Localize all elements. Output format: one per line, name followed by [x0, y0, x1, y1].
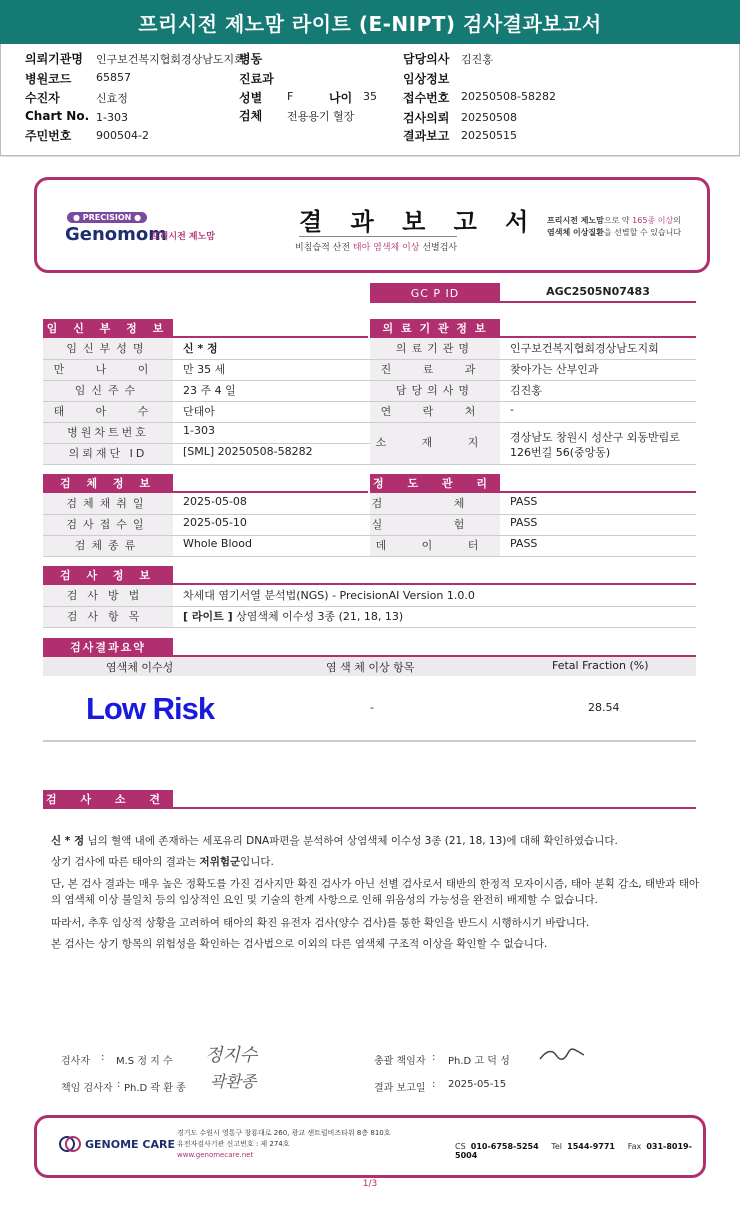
summary-col-aneuploidy: 염색체 이수성 [106, 661, 174, 674]
request-label: 수진자 [25, 91, 60, 105]
opinion-paragraph-1: 신 * 정 님의 혈액 내에 존재하는 세포유리 DNA파편을 분석하여 상염색체 이수성 3종 (21, 18, 13)에 대해 확인하였습니다. [51, 835, 618, 847]
genomom-sub: 프리시전 제노맘 [151, 232, 215, 242]
page-number: 1/3 [362, 1179, 378, 1189]
opinion-underline [43, 807, 696, 809]
opinion-paragraph-4: 따라서, 추후 임상적 상황을 고려하여 태아의 확진 유전자 검사(양수 검사)를 통한 확인을 반드시 시행하시기 바랍니다. [51, 917, 590, 929]
specimen-value: 2025-05-08 [183, 495, 247, 508]
report-header-box [34, 177, 710, 273]
result-fetal-fraction: 28.54 [588, 701, 620, 714]
gcpid-label: GC P ID [370, 283, 500, 303]
request-value: 신효정 [96, 92, 128, 105]
tester-name: M.S 정 지 수 [116, 1056, 173, 1067]
specimen-header: 검 체 정 보 [43, 474, 173, 492]
request-value: 20250508-58282 [461, 90, 556, 103]
request-value: 김진홍 [461, 53, 493, 66]
row-divider [43, 556, 696, 557]
summary-bottom-line [43, 740, 696, 742]
specimen-label: 검사접수일 [66, 518, 150, 531]
responsible-signature: 곽환종 [210, 1072, 257, 1091]
cs-label: CS [455, 1142, 466, 1151]
pregnant-value: 단태아 [183, 405, 215, 418]
row-divider [43, 380, 696, 381]
institution-label: 진 료 과 [380, 363, 490, 376]
pregnant-label: 병원차트번호 [67, 426, 149, 439]
specimen-value: 2025-05-10 [183, 516, 247, 529]
request-value: 20250508 [461, 111, 517, 124]
institution-label: 담당의사명 [395, 384, 475, 397]
request-label: 의뢰기관명 [25, 52, 83, 66]
request-label: 임상정보 [403, 72, 450, 86]
test-item-value: [ 라이트 ] 상염색체 이수성 3종 (21, 18, 13) [183, 610, 404, 623]
result-abnormal: - [370, 701, 374, 714]
report-date: 2025-05-15 [448, 1079, 507, 1090]
colon-sep: : [117, 1079, 121, 1090]
qc-value: PASS [510, 537, 538, 550]
pregnant-info-header: 임 신 부 정 보 [43, 319, 173, 337]
test-method-label: 검사방법 [66, 589, 150, 602]
lead-name: Ph.D 고 덕 성 [448, 1056, 510, 1067]
request-value: 1-303 [96, 111, 128, 124]
summary-col-abnormal: 염 색 체 이상 항목 [326, 661, 415, 674]
colon-sep: : [432, 1052, 436, 1063]
title-divider [299, 236, 457, 237]
opinion-paragraph-3: 단, 본 검사 결과는 매우 높은 정확도를 가진 검사지만 확진 검사가 아닌 선별 검사로서 태반의 한정적 모자이시즘, 태아 분획 감소, 태반과 태아의 염색체 이상 불일치 등의 임상적인 요인 및 기술의 한계 사항으로 인해 위음성의 가능성을 완전히 배제할 수 없습니다. [51, 878, 700, 906]
lead-label: 총괄 책임자 [374, 1056, 426, 1067]
pregnant-value: 만 35 세 [183, 363, 226, 376]
institution-label: 연 락 처 [380, 405, 490, 418]
request-label: 성별 [239, 91, 263, 105]
pregnant-label: 태 아 수 [53, 405, 163, 418]
opinion-header: 검 사 소 견 [43, 790, 173, 808]
pregnant-label: 의뢰재단 ID [68, 447, 148, 460]
request-label: 병동 [239, 52, 263, 66]
tester-label: 검사자 [61, 1056, 90, 1067]
request-value: 전용용기 혈장 [287, 110, 355, 123]
opinion-paragraph-5: 본 검사는 상기 항목의 위험성을 확인하는 검사법으로 이외의 다른 염색체 구조적 이상을 확인할 수 없습니다. [51, 938, 548, 950]
pregnant-value: 신 * 정 [183, 342, 218, 355]
cs-number: 010-6758-5254 [470, 1142, 539, 1151]
colon-sep: : [432, 1079, 436, 1090]
request-label: 진료과 [239, 72, 274, 86]
request-value: 900504-2 [96, 129, 149, 142]
genome-care-icon [59, 1136, 81, 1152]
tester-signature: 정지수 [205, 1045, 258, 1066]
institution-value: 126번길 56(중앙동) [510, 446, 611, 459]
test-info-header: 검 사 정 보 [43, 566, 173, 584]
genome-care-text: GENOME CARE [85, 1137, 175, 1151]
footer-box [34, 1115, 706, 1178]
tel-label: Tel [551, 1142, 563, 1151]
summary-header: 검사결과요약 [43, 638, 173, 656]
fax-label: Fax [627, 1142, 642, 1151]
specimen-label: 검체채취일 [66, 497, 150, 510]
request-label: Chart No. [25, 109, 90, 123]
institution-label: 소 재 지 [375, 436, 495, 449]
row-divider [43, 627, 696, 628]
row-divider [43, 401, 696, 402]
request-label: 결과보고 [403, 129, 450, 143]
row-divider [43, 606, 696, 607]
report-subtitle: 비침습적 산전 태아 염색체 이상 선별검사 [295, 243, 458, 253]
request-label: 담당의사 [403, 52, 450, 66]
qc-value: PASS [510, 516, 538, 529]
pregnant-value: 23 주 4 일 [183, 384, 236, 397]
fax-number: 031-8019-5004 [455, 1142, 692, 1160]
request-label: 나이 [329, 91, 353, 105]
footer-contacts [455, 1142, 703, 1160]
license-line: 유전자검사기관 신고번호 : 제 274호 [177, 1140, 290, 1148]
request-label: 주민번호 [25, 129, 72, 143]
pregnant-label: 임신주수 [74, 384, 142, 397]
qc-header: 정 도 관 리 [370, 474, 500, 492]
request-label: 접수번호 [403, 91, 450, 105]
genomom-logo: Genomom [65, 224, 168, 245]
report-page [0, 157, 740, 1208]
institution-info-header: 의 료 기 관 정 보 [370, 319, 500, 337]
request-label: 검사의뢰 [403, 111, 450, 125]
request-value: 65857 [96, 71, 131, 84]
pregnant-label: 만 나 이 [53, 363, 163, 376]
pregnant-value: [SML] 20250508-58282 [183, 445, 313, 458]
row-divider [43, 535, 696, 536]
footer-address [177, 1128, 391, 1161]
qc-value: PASS [510, 495, 538, 508]
specimen-value: Whole Blood [183, 537, 252, 550]
request-label: 검체 [239, 109, 263, 123]
test-item-label: 검사항목 [66, 610, 150, 623]
pregnant-label: 임신부성명 [66, 342, 150, 355]
page-title: 프리시전 제노맘 라이트 (E-NIPT) 검사결과보고서 [0, 0, 740, 44]
row-divider [43, 443, 370, 444]
tel-number: 1544-9771 [567, 1142, 615, 1151]
row-divider [43, 464, 696, 465]
report-date-label: 결과 보고일 [374, 1083, 426, 1094]
report-title: 결 과 보 고 서 [299, 208, 539, 236]
request-value: 20250515 [461, 129, 517, 142]
lead-signature [538, 1045, 586, 1065]
genome-care-logo [59, 1136, 175, 1152]
qc-label: 실 험 [371, 518, 499, 531]
test-method-value: 차세대 염기서열 분석법(NGS) - PrecisionAI Version 1.0.0 [183, 589, 475, 602]
request-value: 35 [363, 90, 377, 103]
row-divider [43, 359, 696, 360]
gcpid-value: AGC2505N07483 [500, 283, 696, 303]
row-divider [43, 422, 696, 423]
institution-value: 찾아가는 산부인과 [510, 363, 599, 376]
opinion-paragraph-2: 상기 검사에 따른 태아의 결과는 저위험군입니다. [51, 856, 274, 868]
precision-tag: ● PRECISION ● [67, 212, 147, 223]
request-value: 인구보건복지협회경상남도지회 [96, 53, 245, 66]
request-label: 병원코드 [25, 72, 72, 86]
colon-sep: : [101, 1052, 105, 1063]
row-divider [43, 514, 696, 515]
address-line: 경기도 수원시 영통구 창룡대로 260, 광교 센트럴비즈타워 8층 810호 [177, 1129, 391, 1137]
qc-label: 검 체 [371, 497, 499, 510]
website-link[interactable]: www.genomecare.net [177, 1151, 254, 1159]
responsible-name: Ph.D 곽 환 종 [124, 1083, 186, 1094]
result-low-risk: Low Risk [86, 691, 215, 726]
pregnant-value: 1-303 [183, 424, 215, 437]
institution-label: 의료기관명 [395, 342, 475, 355]
report-header-note: 프리시전 제노맘으로 약 165종 이상의 염색체 이상질환을 선별할 수 있습니다 [547, 216, 682, 237]
institution-value: 경상남도 창원시 성산구 외동반림로 [510, 431, 680, 444]
summary-col-ff: Fetal Fraction (%) [552, 659, 649, 672]
institution-value: - [510, 403, 514, 416]
responsible-label: 책임 검사자 [61, 1083, 113, 1094]
request-info-panel [0, 44, 740, 156]
request-value: F [287, 90, 294, 103]
institution-value: 인구보건복지협회경상남도지회 [510, 342, 659, 355]
institution-value: 김진홍 [510, 384, 542, 397]
specimen-label: 검체종류 [74, 539, 142, 552]
qc-label: 데 이 터 [375, 539, 495, 552]
